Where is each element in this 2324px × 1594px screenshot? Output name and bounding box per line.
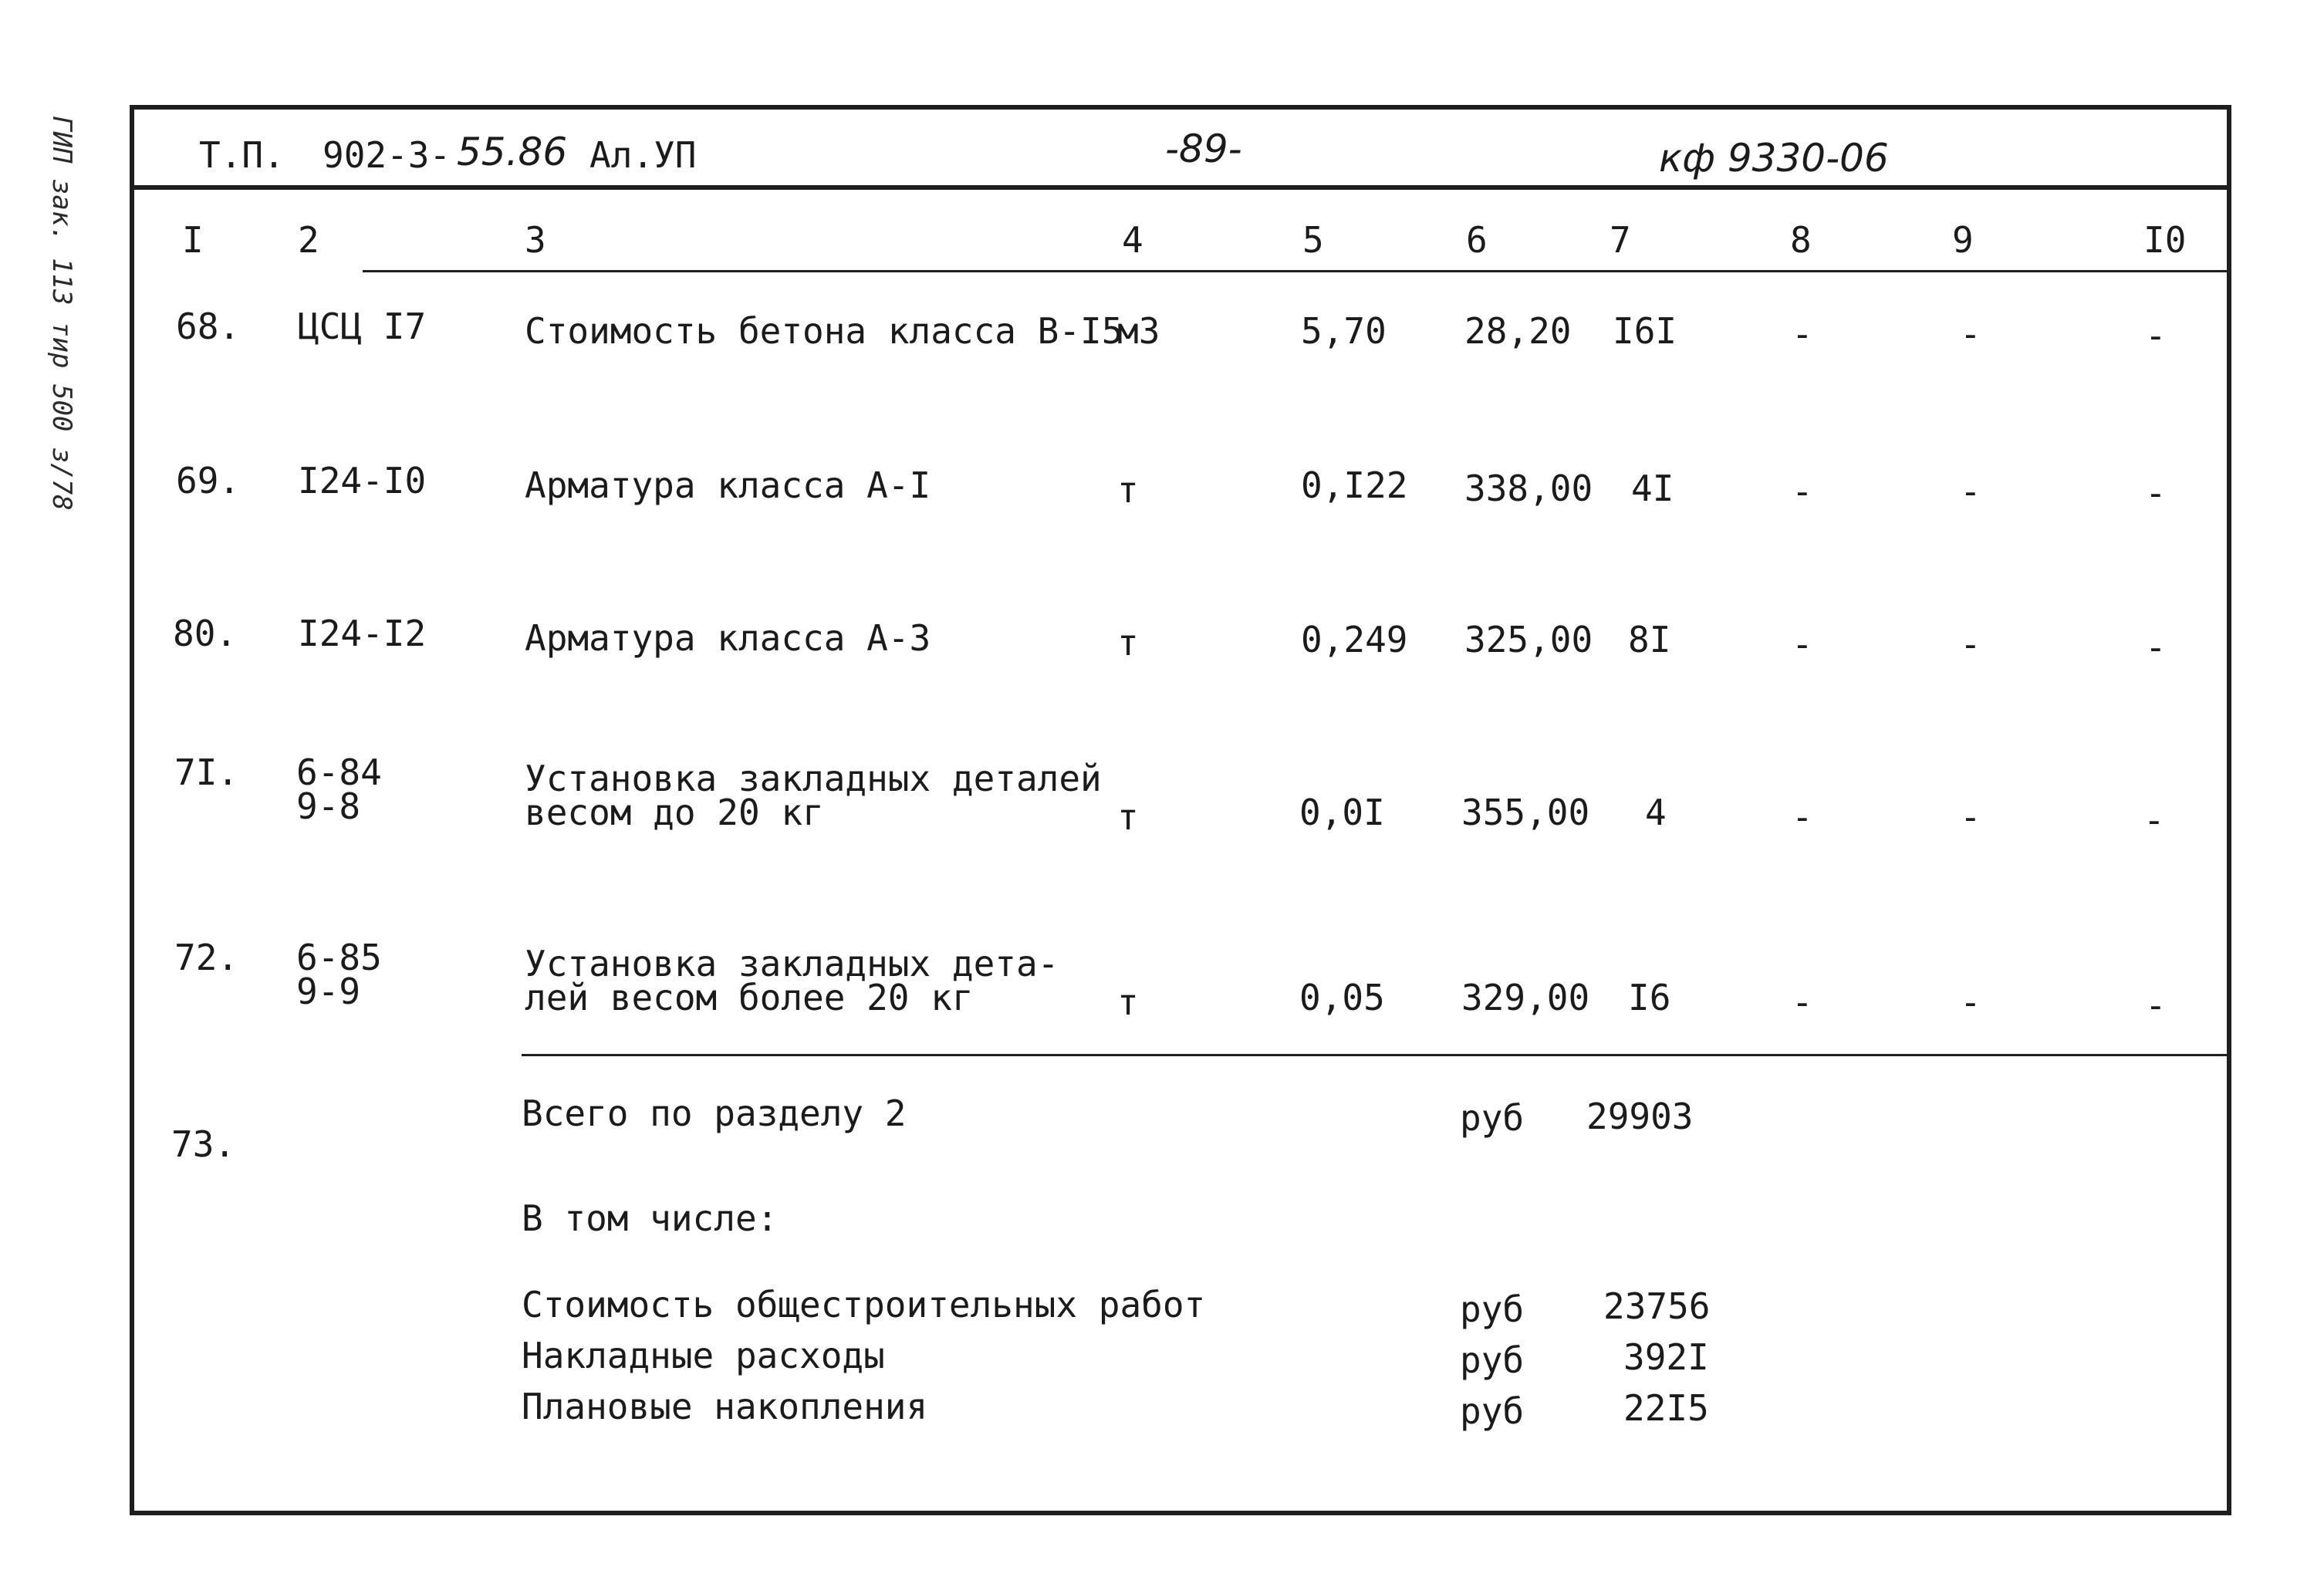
dash: - [2145,984,2167,1026]
row-number: 69. [176,460,241,502]
total-cost: 4 [1645,792,1667,833]
dash: - [1960,796,1981,838]
breakdown-unit: руб [1460,1339,1525,1381]
dash: - [1960,981,1981,1023]
column-number: 7 [1610,219,1631,261]
dash: - [2145,472,2167,514]
work-description: Арматура класса А-I [525,464,931,506]
unit: т [1117,622,1139,664]
breakdown-value: 22I5 [1623,1387,1709,1429]
unit-price: 325,00 [1464,619,1593,660]
column-number: 9 [1952,219,1974,261]
work-description: Установка закладных дета- [525,943,1059,984]
row-number: 80. [173,613,238,654]
quantity: 0,0I [1299,792,1385,833]
unit: т [1117,796,1139,838]
row-number: 7I. [174,751,239,793]
dash: - [2145,315,2167,356]
dash: - [1792,313,1813,355]
breakdown-value: 23756 [1603,1285,1711,1327]
quantity: 0,05 [1299,977,1385,1018]
column-number: 6 [1466,219,1488,261]
dash: - [1960,471,1981,512]
section-total-value: 29903 [1586,1096,1694,1137]
dash: - [1792,623,1813,665]
column-number: 8 [1790,219,1812,261]
breakdown-label: Плановые накопления [522,1386,928,1427]
breakdown-label: Стоимость общестроительных работ [522,1284,1206,1326]
dash: - [2143,799,2165,841]
section-total-unit: руб [1460,1097,1525,1139]
column-number: I0 [2143,219,2187,261]
section-divider [522,1054,2230,1056]
project-code-handwritten: 55.86 [457,130,568,174]
dash: - [1792,796,1813,838]
unit-price: 338,00 [1464,468,1593,509]
work-description: Стоимость бетона класса В-I5 [525,310,1123,352]
section-total-label: Всего по разделу 2 [522,1092,907,1134]
dash: - [1792,471,1813,512]
quantity: 0,I22 [1301,464,1408,506]
quantity: 5,70 [1301,310,1387,352]
including-label: В том числе: [522,1197,779,1239]
album-label: Ал.УП [589,134,697,176]
total-cost: I6 [1628,977,1671,1018]
column-number: 3 [525,219,546,261]
total-cost: I6I [1613,310,1677,352]
unit-price: 355,00 [1461,792,1590,833]
sheet-code: кф 9330-06 [1659,136,1889,181]
norm-code-line2: 9-8 [296,785,361,827]
margin-stamp-note: ГИП зак. 113 тир 500 з/78 [46,116,77,511]
tp-label: Т.П. [199,134,285,176]
work-description-line2: лей весом более 20 кг [525,977,974,1018]
column-number: I [182,219,204,261]
header-divider [130,185,2231,190]
column-number: 2 [298,219,319,261]
total-cost: 4I [1631,468,1674,509]
row-number: 72. [174,937,239,978]
column-number: 4 [1122,219,1143,261]
dash: - [1960,623,1981,665]
breakdown-label: Накладные расходы [522,1335,885,1376]
unit-price: 28,20 [1464,310,1572,352]
work-description: Установка закладных деталей [525,758,1102,799]
unit: т [1117,981,1139,1023]
norm-code: ЦСЦ I7 [298,306,427,347]
quantity: 0,249 [1301,619,1408,660]
unit: т [1117,469,1139,511]
norm-code: I24-I0 [298,460,427,502]
work-description-line2: весом до 20 кг [525,792,824,833]
norm-code: I24-I2 [298,613,427,654]
dash: - [1960,313,1981,355]
breakdown-unit: руб [1460,1288,1525,1330]
work-description: Арматура класса А-3 [525,617,931,659]
page-number: -89- [1165,127,1242,171]
dash: - [2145,626,2167,668]
norm-code: 6-84 [296,751,382,793]
summary-row-number: 73. [171,1123,236,1165]
unit: м3 [1117,310,1160,352]
breakdown-unit: руб [1460,1390,1525,1432]
row-number: 68. [176,306,241,347]
norm-code: 6-85 [296,937,382,978]
dash: - [1792,981,1813,1023]
column-number: 5 [1302,219,1324,261]
column-header-underline [363,270,2230,272]
unit-price: 329,00 [1461,977,1590,1018]
total-cost: 8I [1628,619,1671,660]
project-code-printed: 902-3- [323,134,451,176]
breakdown-value: 392I [1623,1336,1709,1378]
norm-code-line2: 9-9 [296,971,361,1012]
